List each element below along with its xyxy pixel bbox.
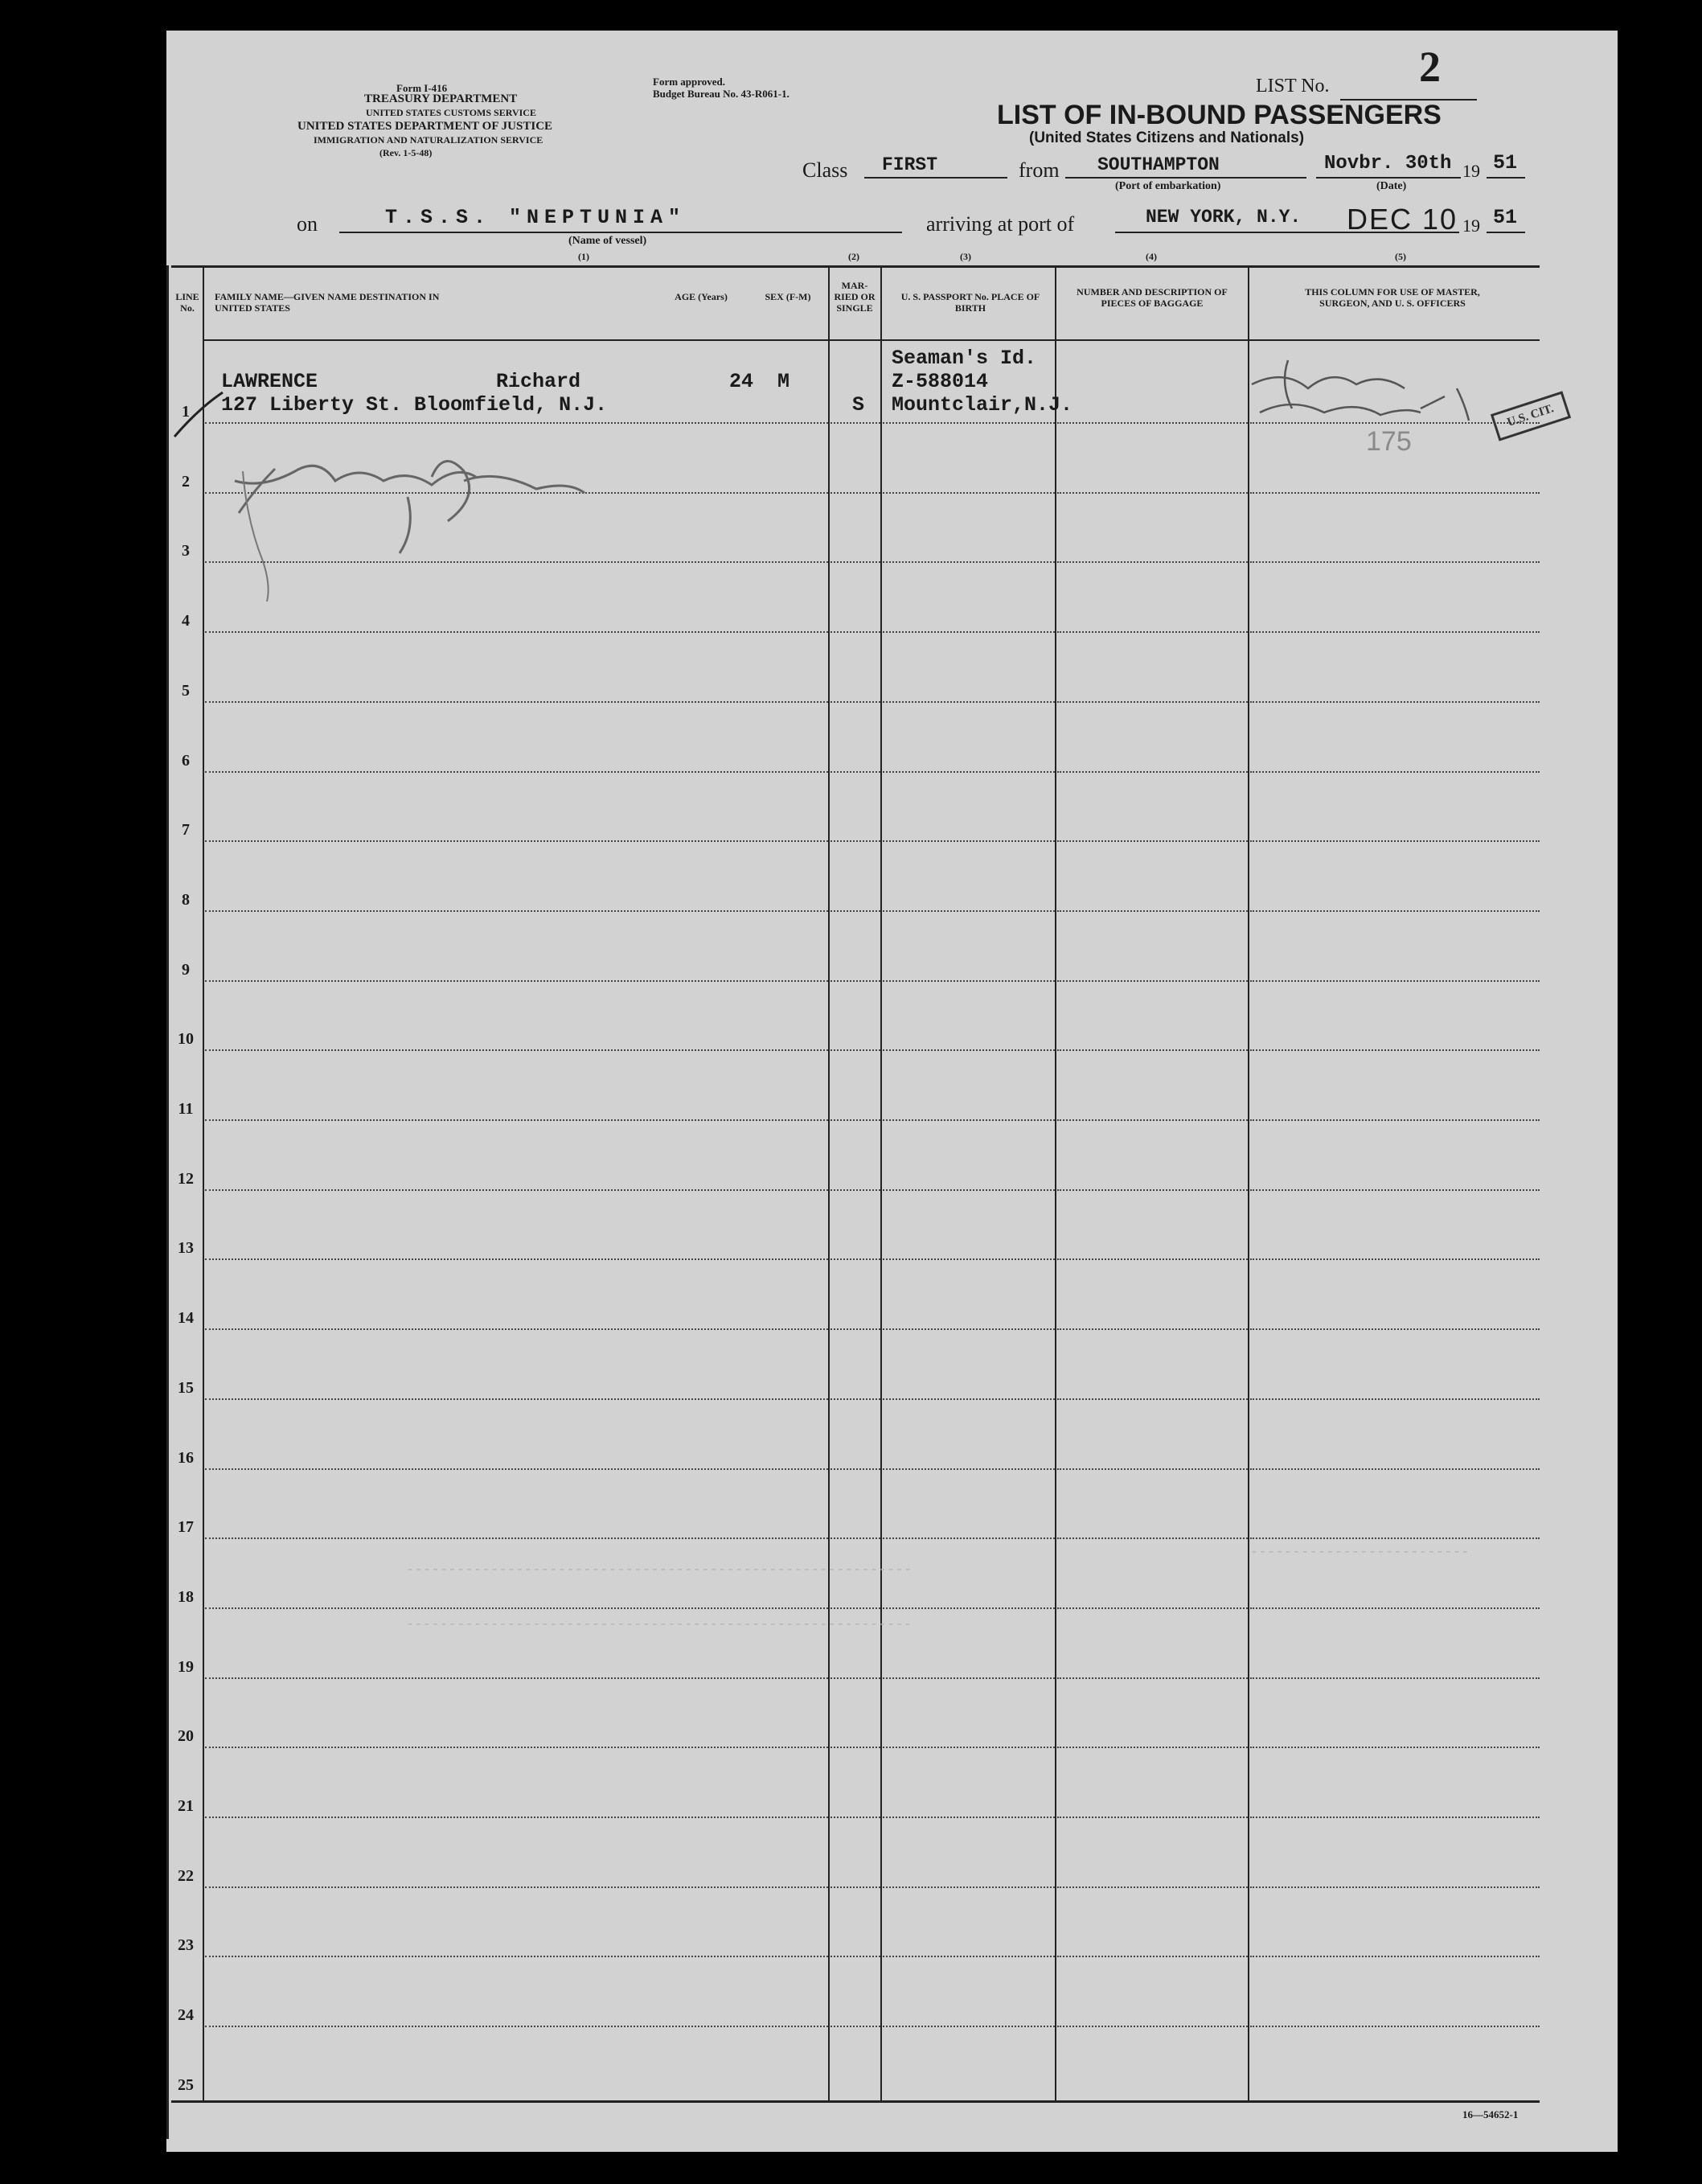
document-title: LIST OF IN-BOUND PASSENGERS bbox=[997, 100, 1442, 130]
row-number: 25 bbox=[178, 2075, 194, 2094]
budget-bureau: Budget Bureau No. 43-R061-1. bbox=[653, 88, 789, 100]
row-number: 7 bbox=[182, 821, 190, 840]
passenger-given-name: Richard bbox=[496, 370, 581, 393]
header-age: AGE (Years) bbox=[675, 291, 728, 302]
justice-dept: UNITED STATES DEPARTMENT OF JUSTICE bbox=[297, 120, 553, 133]
row-number: 23 bbox=[178, 1936, 194, 1955]
us-citizen-stamp: U.S. CIT. bbox=[1491, 391, 1571, 441]
row-number: 17 bbox=[178, 1518, 194, 1537]
port-of-embarkation: SOUTHAMPTON bbox=[1097, 154, 1220, 175]
from-label: from bbox=[1019, 158, 1060, 182]
passenger-age: 24 bbox=[729, 370, 754, 393]
row-number: 6 bbox=[182, 751, 190, 770]
year-prefix: 19 bbox=[1462, 161, 1480, 181]
col-num-3: (3) bbox=[960, 251, 971, 262]
row-number: 16 bbox=[178, 1448, 194, 1467]
row-number: 2 bbox=[182, 472, 190, 491]
col-num-2: (2) bbox=[848, 251, 859, 262]
arrival-port: NEW YORK, N.Y. bbox=[1146, 207, 1302, 228]
header-name: FAMILY NAME—GIVEN NAME DESTINATION IN UNITED STATES bbox=[215, 291, 440, 314]
header-officers: THIS COLUMN FOR USE OF MASTER, SURGEON, AND U. S. OFFICERS bbox=[1305, 286, 1480, 309]
bleed-through-text: - - - - - - - - - - - - - - - - - - - - - - - - - - - - - - - - - - - - - - - - - - - - - - - - - - - - - - - - - - - - bbox=[408, 1560, 911, 1576]
row-number: 15 bbox=[178, 1378, 194, 1397]
arriving-label: arriving at port of bbox=[926, 212, 1075, 236]
list-number: 2 bbox=[1419, 43, 1441, 91]
header-marital: MAR-RIED OR SINGLE bbox=[834, 280, 876, 314]
class-label: Class bbox=[802, 158, 848, 182]
row-number: 24 bbox=[178, 2006, 194, 2025]
port-caption: (Port of embarkation) bbox=[1115, 180, 1221, 192]
arrival-year: 51 bbox=[1493, 206, 1518, 229]
row-number: 1 bbox=[182, 403, 190, 421]
document-subtitle: (United States Citizens and Nationals) bbox=[1029, 129, 1305, 146]
customs-service: UNITED STATES CUSTOMS SERVICE bbox=[366, 107, 536, 118]
row-number: 9 bbox=[182, 960, 190, 979]
row-number: 5 bbox=[182, 681, 190, 700]
date-caption: (Date) bbox=[1376, 180, 1407, 192]
header-baggage: NUMBER AND DESCRIPTION OF PIECES OF BAGGAGE bbox=[1077, 286, 1228, 309]
row-number: 12 bbox=[178, 1169, 194, 1188]
passport-line-1: Seaman's Id. bbox=[892, 347, 1037, 370]
col-num-1: (1) bbox=[578, 251, 589, 262]
arrival-year-prefix: 19 bbox=[1462, 216, 1480, 236]
form-code: 16—54652-1 bbox=[1462, 2108, 1519, 2120]
row-number: 11 bbox=[178, 1100, 194, 1118]
row-number: 10 bbox=[178, 1030, 194, 1049]
passenger-sex: M bbox=[777, 370, 790, 393]
col-num-4: (4) bbox=[1146, 251, 1157, 262]
row-number: 18 bbox=[178, 1587, 194, 1606]
list-no-label: LIST No. bbox=[1256, 76, 1330, 96]
departure-year: 51 bbox=[1493, 151, 1518, 174]
row-number: 14 bbox=[178, 1309, 194, 1328]
passenger-marital-status: S bbox=[852, 393, 865, 417]
col-num-5: (5) bbox=[1395, 251, 1406, 262]
header-line-no: LINE No. bbox=[175, 291, 199, 314]
passenger-address: 127 Liberty St. Bloomfield, N.J. bbox=[221, 393, 608, 417]
row-number: 21 bbox=[178, 1797, 194, 1815]
row-number: 19 bbox=[178, 1657, 194, 1676]
treasury-dept: TREASURY DEPARTMENT bbox=[364, 92, 518, 105]
on-label: on bbox=[297, 212, 318, 236]
row-number: 8 bbox=[182, 890, 190, 909]
header-passport: U. S. PASSPORT No. PLACE OF BIRTH bbox=[900, 291, 1040, 314]
ins-service: IMMIGRATION AND NATURALIZATION SERVICE bbox=[314, 134, 543, 146]
vessel-caption: (Name of vessel) bbox=[568, 235, 647, 247]
row-number: 13 bbox=[178, 1239, 194, 1258]
stamp-number: 175 bbox=[1366, 426, 1412, 457]
row-number: 4 bbox=[182, 612, 190, 630]
row-number: 22 bbox=[178, 1866, 194, 1885]
arrival-date-stamp: DEC 10 bbox=[1347, 203, 1458, 236]
row-number: 3 bbox=[182, 542, 190, 560]
handwritten-annotations bbox=[166, 31, 1618, 2152]
class-value: FIRST bbox=[882, 154, 938, 175]
bleed-through-text: - - - - - - - - - - - - - - - - - - - - - - - - - - - - - - - - - - - - - - - - - - - - - - - - - - - - - - - - - - - - bbox=[408, 1615, 911, 1631]
birthplace: Mountclair,N.J. bbox=[892, 393, 1073, 417]
row-number: 20 bbox=[178, 1727, 194, 1746]
passenger-manifest-page bbox=[166, 31, 1618, 2152]
form-approved: Form approved. bbox=[653, 76, 726, 88]
bleed-through-text: - - - - - - - - - - - - - - - - - - - - - - - - - - bbox=[1252, 1542, 1468, 1558]
vessel-name: T.S.S. "NEPTUNIA" bbox=[385, 206, 687, 229]
passenger-surname: LAWRENCE bbox=[221, 370, 318, 393]
passport-line-2: Z-588014 bbox=[892, 370, 989, 393]
form-number: Form I-416 bbox=[396, 82, 448, 94]
departure-date: Novbr. 30th bbox=[1324, 153, 1452, 174]
header-sex: SEX (F-M) bbox=[765, 291, 811, 302]
revision-date: (Rev. 1-5-48) bbox=[379, 147, 433, 158]
